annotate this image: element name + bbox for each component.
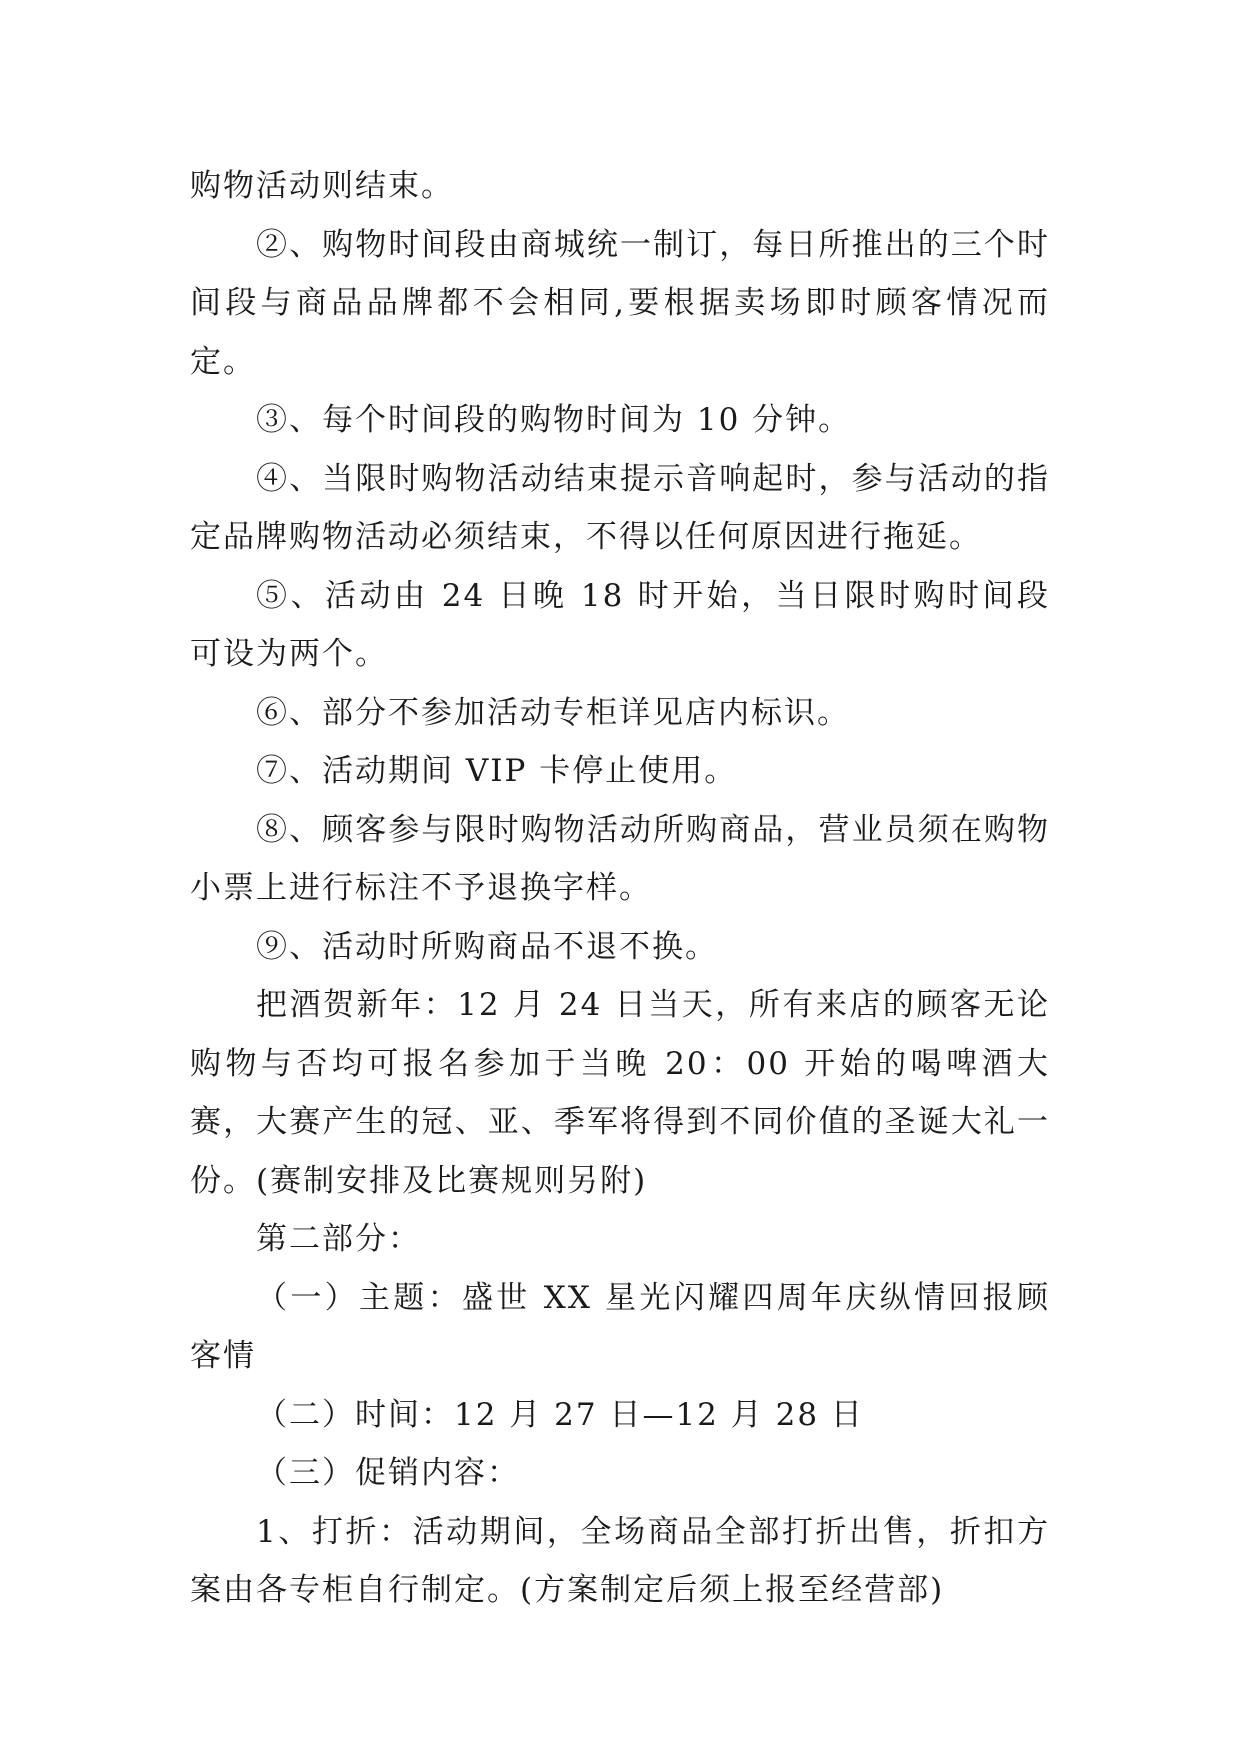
paragraph: ②、购物时间段由商城统一制订，每日所推出的三个时间段与商品品牌都不会相同,要根据卖场即时顾客情况而定。: [190, 226, 1050, 380]
paragraph: ③、每个时间段的购物时间为 10 分钟。: [256, 402, 852, 438]
paragraph: ⑧、顾客参与限时购物活动所购商品，营业员须在购物小票上进行标注不予退换字样。: [190, 811, 1050, 906]
paragraph: 1、打折：活动期间，全场商品全部打折出售，折扣方案由各专柜自行制定。(方案制定后须上报至经营部): [190, 1513, 1050, 1608]
paragraph: 购物活动则结束。: [190, 168, 454, 204]
paragraph: ⑥、部分不参加活动专柜详见店内标识。: [256, 694, 850, 731]
paragraph: （一）主题：盛世 XX 星光闪耀四周年庆纵情回报顾客情: [190, 1279, 1050, 1374]
document-body: [190, 157, 1050, 1620]
paragraph: （二）时间：12 月 27 日—12 月 28 日: [256, 1396, 864, 1433]
paragraph: ⑦、活动期间 VIP 卡停止使用。: [256, 753, 738, 789]
paragraph: ⑨、活动时所购商品不退不换。: [256, 928, 718, 965]
section-heading: 第二部分：: [256, 1221, 421, 1257]
paragraph: 把酒贺新年：12 月 24 日当天，所有来店的顾客无论购物与否均可报名参加于当晚 20：00 开始的喝啤酒大赛，大赛产生的冠、亚、季军将得到不同价值的圣诞大礼一份。(赛制安排及比赛规则另附): [190, 987, 1050, 1199]
paragraph: ④、当限时购物活动结束提示音响起时，参与活动的指定品牌购物活动必须结束，不得以任何原因进行拖延。: [190, 460, 1050, 555]
paragraph: （三）促销内容：: [256, 1455, 520, 1491]
paragraph: ⑤、活动由 24 日晚 18 时开始，当日限时购时间段可设为两个。: [190, 577, 1050, 672]
